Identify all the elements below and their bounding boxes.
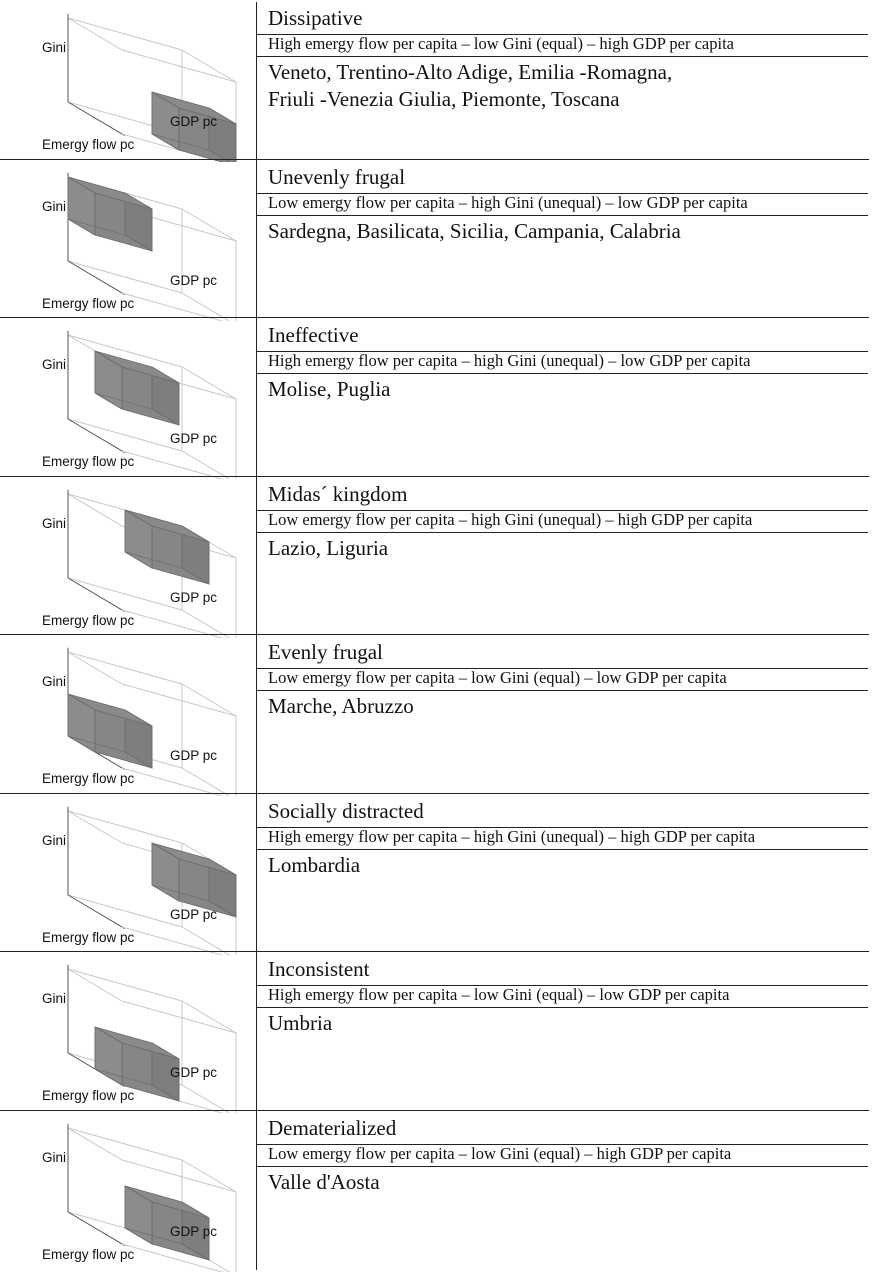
emergy-axis-label: Emergy flow pc: [42, 613, 135, 628]
typology-title: Evenly frugal: [268, 640, 383, 664]
frame-edge: [182, 684, 236, 716]
gdp-axis-label: GDP pc: [170, 431, 218, 446]
typology-regions: [268, 693, 414, 720]
typology-profile: High emergy flow per capita – high Gini (unequal) – low GDP per capita: [268, 351, 751, 370]
row-separator: [0, 476, 869, 477]
position-cube: [68, 177, 152, 251]
typology-regions: [268, 852, 360, 879]
cube-diagram-svg: [0, 480, 256, 638]
frame-edge: [182, 1001, 236, 1033]
typology-row: [0, 480, 875, 638]
profile-rule: [257, 1007, 868, 1008]
frame-edge: [68, 652, 182, 684]
region-line: Veneto, Trentino-Alto Adige, Emilia -Romagna,: [268, 60, 673, 84]
position-cube: [95, 351, 179, 425]
frame-edge: [182, 209, 236, 241]
frame-edge: [122, 684, 236, 716]
frame-edge: [182, 367, 236, 399]
cube-diagram-svg: [0, 4, 256, 162]
cube-diagram-svg: [0, 1114, 256, 1272]
emergy-axis-label: Emergy flow pc: [42, 930, 135, 945]
gini-axis-label: Gini: [42, 1150, 67, 1165]
cube-diagram: [0, 1114, 256, 1272]
region-line: Valle d'Aosta: [268, 1170, 380, 1194]
typology-profile: High emergy flow per capita – low Gini (equal) – low GDP per capita: [268, 985, 730, 1004]
profile-rule: [257, 849, 868, 850]
row-separator: [0, 1110, 869, 1111]
typology-title: Unevenly frugal: [268, 165, 406, 189]
emergy-axis: [68, 578, 125, 612]
frame-edge: [68, 811, 182, 843]
frame-edge: [68, 419, 182, 451]
typology-regions: [268, 59, 672, 113]
typology-profile: High emergy flow per capita – high Gini (unequal) – high GDP per capita: [268, 827, 756, 846]
profile-rule: [257, 1166, 868, 1167]
region-line: Sardegna, Basilicata, Sicilia, Campania, Calabria: [268, 219, 681, 243]
cube-diagram: [0, 321, 256, 479]
region-line: Lazio, Liguria: [268, 536, 389, 560]
gini-axis-label: Gini: [42, 674, 67, 689]
typology-title: Inconsistent: [268, 957, 370, 981]
cube-diagram: [0, 480, 256, 638]
gdp-axis-label: GDP pc: [170, 590, 218, 605]
typology-profile: Low emergy flow per capita – low Gini (equal) – low GDP per capita: [268, 668, 727, 687]
cube-diagram-svg: [0, 163, 256, 321]
typology-profile: Low emergy flow per capita – high Gini (unequal) – high GDP per capita: [268, 510, 753, 529]
profile-rule: [257, 56, 868, 57]
row-separator: [0, 634, 869, 635]
emergy-axis: [68, 102, 125, 136]
typology-row: [0, 638, 875, 796]
typology-regions: [268, 376, 391, 403]
position-cube: [152, 843, 236, 917]
profile-rule: [257, 373, 868, 374]
frame-edge: [122, 1160, 236, 1192]
frame-edge: [122, 1001, 236, 1033]
emergy-axis-label: Emergy flow pc: [42, 771, 135, 786]
typology-profile: Low emergy flow per capita – high Gini (unequal) – low GDP per capita: [268, 193, 748, 212]
emergy-axis: [68, 1212, 125, 1246]
frame-edge: [68, 969, 182, 1001]
typology-regions: [268, 535, 388, 562]
region-line: Lombardia: [268, 853, 361, 877]
frame-edge: [68, 18, 122, 50]
typology-regions: [268, 218, 681, 245]
frame-edge: [68, 578, 182, 610]
typology-row: [0, 797, 875, 955]
frame-edge: [68, 895, 182, 927]
typology-title: Dematerialized: [268, 1116, 397, 1140]
emergy-axis: [68, 261, 125, 295]
gdp-axis-label: GDP pc: [170, 273, 218, 288]
emergy-axis: [68, 895, 125, 929]
typology-row: [0, 163, 875, 321]
row-separator: [0, 159, 869, 160]
gini-axis-label: Gini: [42, 40, 67, 55]
cube-diagram: [0, 638, 256, 796]
cube-diagram: [0, 955, 256, 1113]
emergy-axis: [68, 419, 125, 453]
gdp-axis-label: GDP pc: [170, 907, 218, 922]
gini-axis-label: Gini: [42, 516, 67, 531]
frame-edge: [68, 652, 122, 684]
cube-diagram-svg: [0, 797, 256, 955]
typology-profile: High emergy flow per capita – low Gini (equal) – high GDP per capita: [268, 34, 734, 53]
frame-edge: [68, 18, 182, 50]
region-line: Marche, Abruzzo: [268, 694, 414, 718]
typology-title: Dissipative: [268, 6, 363, 30]
emergy-axis-label: Emergy flow pc: [42, 1088, 135, 1103]
frame-edge: [182, 50, 236, 82]
profile-rule: [257, 690, 868, 691]
frame-edge: [182, 1085, 236, 1113]
typology-profile: Low emergy flow per capita – low Gini (equal) – high GDP per capita: [268, 1144, 732, 1163]
emergy-axis-label: Emergy flow pc: [42, 454, 135, 469]
gdp-axis-label: GDP pc: [170, 748, 218, 763]
position-cube: [68, 694, 152, 768]
frame-edge: [68, 969, 122, 1001]
row-separator: [0, 317, 869, 318]
gini-axis-label: Gini: [42, 357, 67, 372]
frame-edge: [68, 261, 182, 293]
frame-edge: [122, 50, 236, 82]
region-line: Umbria: [268, 1011, 333, 1035]
profile-rule: [257, 532, 868, 533]
emergy-axis-label: Emergy flow pc: [42, 296, 135, 311]
typology-row: [0, 4, 875, 162]
gini-axis-label: Gini: [42, 991, 67, 1006]
frame-edge: [122, 451, 236, 479]
typology-title: Socially distracted: [268, 799, 424, 823]
cube-diagram-svg: [0, 638, 256, 796]
frame-edge: [122, 768, 236, 796]
typology-row: [0, 955, 875, 1113]
typology-row: [0, 1114, 875, 1272]
frame-edge: [68, 811, 122, 843]
gini-axis-label: Gini: [42, 199, 67, 214]
gini-axis-label: Gini: [42, 833, 67, 848]
gdp-axis-label: GDP pc: [170, 1224, 218, 1239]
cube-diagram: [0, 797, 256, 955]
position-cube: [125, 510, 209, 584]
typology-title: Ineffective: [268, 323, 359, 347]
typology-regions: [268, 1010, 332, 1037]
frame-edge: [68, 1128, 182, 1160]
position-cube: [125, 1186, 209, 1260]
cube-diagram: [0, 163, 256, 321]
frame-edge: [182, 768, 236, 796]
cube-diagram: [0, 4, 256, 162]
row-separator: [0, 793, 869, 794]
frame-edge: [68, 1128, 122, 1160]
typology-regions: [268, 1169, 380, 1196]
frame-edge: [182, 1160, 236, 1192]
cube-diagram-svg: [0, 955, 256, 1113]
typology-title: Midas´ kingdom: [268, 482, 408, 506]
row-separator: [0, 951, 869, 952]
profile-rule: [257, 215, 868, 216]
frame-edge: [68, 494, 122, 526]
gdp-axis-label: GDP pc: [170, 114, 218, 129]
region-line: Molise, Puglia: [268, 377, 391, 401]
frame-edge: [182, 451, 236, 479]
typology-row: [0, 321, 875, 479]
emergy-axis-label: Emergy flow pc: [42, 1247, 135, 1262]
cube-diagram-svg: [0, 321, 256, 479]
region-line: Friuli -Venezia Giulia, Piemonte, Toscana: [268, 87, 620, 111]
emergy-axis-label: Emergy flow pc: [42, 137, 135, 152]
gdp-axis-label: GDP pc: [170, 1065, 218, 1080]
